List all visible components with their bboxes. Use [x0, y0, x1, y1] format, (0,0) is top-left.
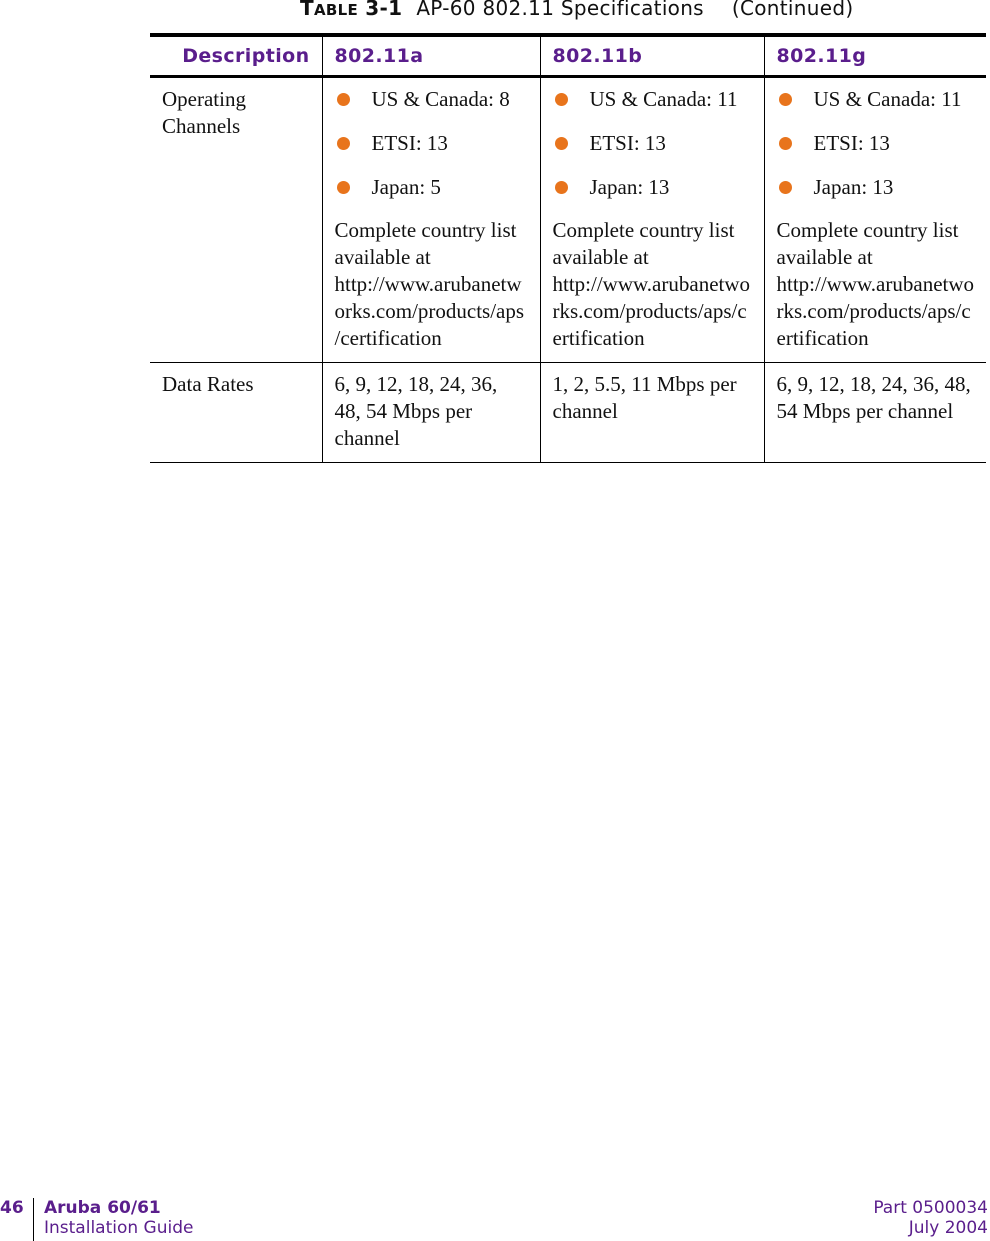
list-item: US & Canada: 11: [777, 86, 975, 113]
row-description: Operating Channels: [150, 77, 322, 363]
header-80211b: 802.11b: [540, 35, 764, 77]
list-item: Japan: 13: [553, 174, 752, 201]
table-caption: [300, 0, 853, 20]
bullet-icon: [779, 93, 792, 106]
page-number: 46: [0, 1198, 24, 1218]
guide-name: Installation Guide: [44, 1218, 194, 1238]
bullet-icon: [337, 137, 350, 150]
bullet-list: [335, 86, 528, 201]
country-list-note: Complete country list available at http://www.arubanetworks.com/products/aps/certification: [334, 218, 525, 350]
cell-80211g-rates: 6, 9, 12, 18, 24, 36, 48, 54 Mbps per channel: [764, 363, 986, 463]
list-item: ETSI: 13: [553, 130, 752, 157]
page-footer: [0, 1196, 990, 1241]
footer-left: [44, 1198, 193, 1238]
country-list-note: Complete country list available at http://www.arubanetworks.com/products/aps/certification: [552, 218, 751, 350]
header-80211a: 802.11a: [322, 35, 540, 77]
bullet-icon: [555, 137, 568, 150]
row-description: Data Rates: [150, 363, 322, 463]
list-item: ETSI: 13: [335, 130, 528, 157]
table-row-operating-channels: [150, 77, 986, 363]
bullet-list: [777, 86, 975, 201]
product-name: Aruba 60/61: [44, 1198, 161, 1218]
bullet-icon: [779, 181, 792, 194]
list-item: ETSI: 13: [777, 130, 975, 157]
header-80211g: 802.11g: [764, 35, 986, 77]
list-item: US & Canada: 11: [553, 86, 752, 113]
table-title: AP-60 802.11 Specifications: [416, 0, 704, 20]
cell-80211a-rates: 6, 9, 12, 18, 24, 36, 48, 54 Mbps per channel: [322, 363, 540, 463]
bullet-list: [553, 86, 752, 201]
cell-80211a-channels: [322, 77, 540, 363]
continued-label: (Continued): [731, 0, 854, 20]
country-list-note: Complete country list available at http://www.arubanetworks.com/products/aps/certification: [776, 218, 975, 350]
cell-80211g-channels: [764, 77, 986, 363]
table-header-row: [150, 35, 986, 77]
bullet-icon: [555, 181, 568, 194]
bullet-icon: [779, 137, 792, 150]
footer-divider: [33, 1198, 34, 1241]
header-description: Description: [150, 35, 322, 77]
cell-80211b-rates: 1, 2, 5.5, 11 Mbps per channel: [540, 363, 764, 463]
bullet-icon: [555, 93, 568, 106]
list-item: Japan: 13: [777, 174, 975, 201]
publication-date: July 2004: [908, 1218, 988, 1238]
cell-80211b-channels: [540, 77, 764, 363]
list-item: Japan: 5: [335, 174, 528, 201]
list-item: US & Canada: 8: [335, 86, 528, 113]
table-row-data-rates: [150, 363, 986, 463]
footer-right: [873, 1198, 988, 1238]
part-number: Part 0500034: [873, 1198, 988, 1218]
specifications-table: [150, 33, 986, 463]
bullet-icon: [337, 181, 350, 194]
table-label: TABLE 3-1: [300, 0, 403, 20]
bullet-icon: [337, 93, 350, 106]
